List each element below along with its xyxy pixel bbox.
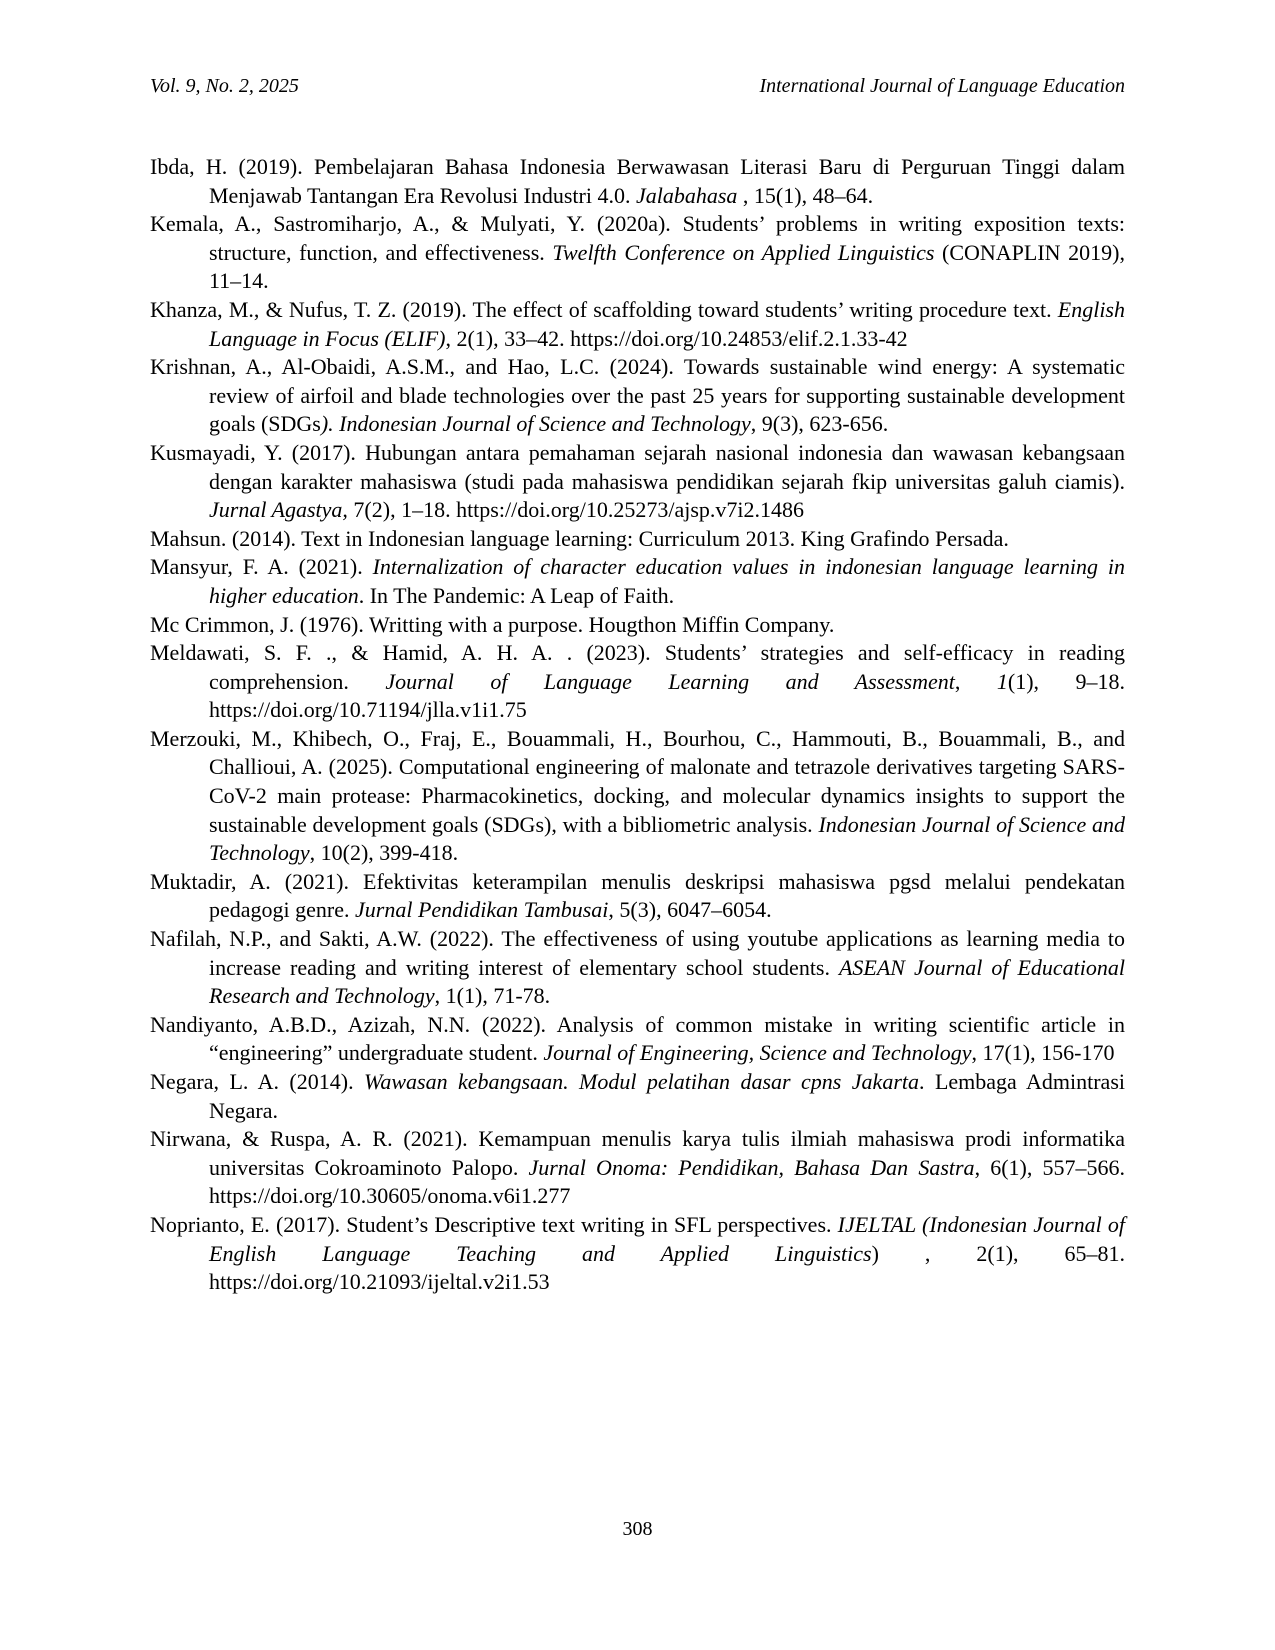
reference-text: , 1(1), 71-78. [434, 983, 551, 1009]
reference-list [150, 153, 1125, 1297]
reference-text: Mc Crimmon, J. (1976). Writting with a purpose. Hougthon Miffin Company. [150, 611, 835, 637]
reference-text: , [954, 668, 997, 694]
reference-entry [150, 1011, 1125, 1068]
reference-text: , 10(2), 399-418. [309, 840, 459, 866]
reference-text: , 6(1), 557–566. https://doi.org/10.30605/onoma.v6i1.277 [209, 1154, 1126, 1209]
volume-label: Vol. 9, No. 2, 2025 [150, 75, 299, 97]
reference-text: , 9(3), 623-656. [750, 411, 889, 437]
reference-entry [150, 210, 1125, 296]
reference-text: 7(2), 1–18. https://doi.org/10.25273/ajsp.v7i2.1486 [347, 497, 805, 523]
reference-text: Khanza, M., & Nufus, T. Z. (2019). The effect of scaffolding toward students’ writing procedure text. [150, 296, 1058, 322]
reference-source-title: Journal of Language Learning and Assessment [385, 668, 955, 694]
reference-text: , 17(1), 156-170 [971, 1040, 1115, 1066]
reference-source-title: Indonesian Journal of Science and Technology [209, 811, 1125, 866]
reference-source-title: English Language in Focus (ELIF) [209, 296, 1125, 351]
reference-text: , 2(1), 33–42. https://doi.org/10.24853/elif.2.1.33-42 [445, 325, 908, 351]
reference-text: Negara, L. A. (2014). [150, 1069, 365, 1094]
reference-text: , 5(3), 6047–6054. [608, 897, 772, 923]
reference-source-title: ASEAN Journal of Educational Research and Technology [209, 954, 1125, 1009]
reference-source-title: Jalabahasa [635, 182, 738, 208]
reference-text: Kusmayadi, Y. (2017). Hubungan antara pemahaman sejarah nasional indonesia dan wawasan kebangsaan dengan karakter mahasiswa (studi pada mahasiswa pendidikan sejarah fkip universitas galuh ciamis). [150, 439, 1125, 494]
reference-source-title: Twelfth Conference on Applied Linguistics [552, 239, 935, 265]
reference-entry [150, 725, 1125, 868]
reference-source-title: Journal of Engineering, Science and Technology [543, 1040, 972, 1066]
reference-text: (CONAPLIN 2019), 11–14. [209, 239, 1125, 294]
page-number: 308 [622, 1518, 653, 1540]
reference-text: , 15(1), 48–64. [737, 182, 874, 208]
reference-entry [150, 1211, 1125, 1297]
reference-entry [150, 639, 1125, 725]
reference-entry [150, 1125, 1125, 1211]
reference-entry [150, 353, 1125, 439]
reference-text: Nafilah, N.P., and Sakti, A.W. (2022). The effectiveness of using youtube applications as learning media to increase reading and writing interest of elementary school students. [150, 926, 1125, 980]
reference-text: Nirwana, & Ruspa, A. R. (2021). Kemampuan menulis karya tulis ilmiah mahasiswa prodi informatika universitas Cokroaminoto Palopo. [150, 1126, 1125, 1180]
reference-source-title: Jurnal Pendidikan Tambusai [355, 897, 609, 923]
reference-text: Nandiyanto, A.B.D., Azizah, N.N. (2022). Analysis of common mistake in writing scientific article in “engineering” undergraduate student. [150, 1011, 1125, 1066]
journal-title: International Journal of Language Education [759, 75, 1125, 97]
reference-entry [150, 153, 1125, 210]
reference-text: Merzouki, M., Khibech, O., Fraj, E., Bouammali, H., Bourhou, C., Hammouti, B., Bouammali, B., and Challioui, A. (2025). Computational engineering of malonate and tetrazole derivatives targeting SARS-CoV-2 main protease: Pharmacokinetics, docking, and molecular dynamics insights to support the sustainable development goals (SDGs), with a bibliometric analysis. [150, 725, 1125, 837]
reference-entry [150, 439, 1125, 525]
reference-text: Muktadir, A. (2021). Efektivitas keterampilan menulis deskripsi mahasiswa pgsd melalui pendekatan pedagogi genre. [150, 868, 1125, 923]
reference-source-title: Jurnal Onoma: Pendidikan, Bahasa Dan Sastra [528, 1154, 975, 1180]
reference-text: (1), 9–18. https://doi.org/10.71194/jlla.v1i1.75 [209, 668, 1126, 723]
reference-source-title: 1 [996, 668, 1008, 694]
reference-text: Mahsun. (2014). Text in Indonesian language learning: Curriculum 2013. King Grafindo Persada. [150, 525, 1009, 551]
reference-text: Mansyur, F. A. (2021). [150, 554, 373, 580]
reference-entry [150, 525, 1125, 554]
reference-text: Meldawati, S. F. ., & Hamid, A. H. A. . (2023). Students’ strategies and self-efficacy in reading comprehension. [150, 640, 1125, 694]
reference-text: ) , 2(1), 65–81. https://doi.org/10.21093/ijeltal.v2i1.53 [209, 1240, 1125, 1295]
reference-text: . Lembaga Admintrasi Negara. [209, 1069, 1125, 1123]
reference-text: . In The Pandemic: A Leap of Faith. [358, 582, 675, 608]
reference-entry [150, 868, 1125, 925]
reference-source-title: Internalization of character education values in indonesian language learning in higher education [209, 554, 1125, 608]
reference-entry [150, 611, 1125, 640]
reference-text: Kemala, A., Sastromiharjo, A., & Mulyati, Y. (2020a). Students’ problems in writing exposition texts: structure, function, and effectiveness. [150, 211, 1125, 265]
reference-entry [150, 925, 1125, 1011]
reference-text: Krishnan, A., Al-Obaidi, A.S.M., and Hao, L.C. (2024). Towards sustainable wind energy: A systematic review of airfoil and blade technologies over the past 25 years for supporting sustainable development goals (SDGs [150, 354, 1125, 437]
reference-entry [150, 553, 1125, 610]
reference-text: Ibda, H. (2019). Pembelajaran Bahasa Indonesia Berwawasan Literasi Baru di Perguruan Tinggi dalam Menjawab Tantangan Era Revolusi Industri 4.0. [150, 154, 1125, 208]
reference-source-title: Jurnal Agastya, [209, 497, 348, 523]
reference-source-title: Wawasan kebangsaan. Modul pelatihan dasar cpns Jakarta [364, 1069, 919, 1094]
reference-source-title: IJELTAL (Indonesian Journal of English Language Teaching and Applied Linguistics [209, 1211, 1125, 1266]
reference-entry [150, 296, 1125, 353]
reference-entry [150, 1068, 1125, 1125]
reference-source-title: ). Indonesian Journal of Science and Technology [320, 411, 751, 437]
reference-text: Noprianto, E. (2017). Student’s Descriptive text writing in SFL perspectives. [150, 1211, 838, 1237]
